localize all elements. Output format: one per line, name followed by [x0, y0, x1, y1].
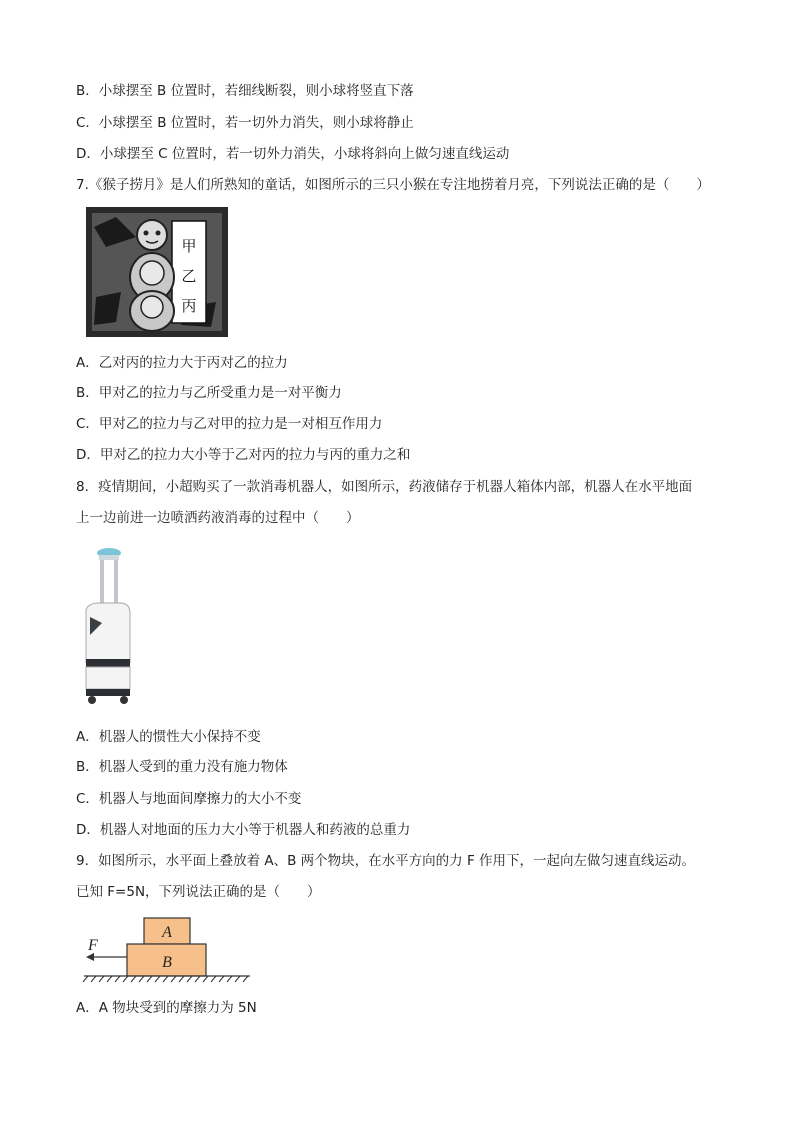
- q7-option-c: C．甲对乙的拉力与乙对甲的拉力是一对相互作用力: [76, 416, 383, 432]
- block-label-a: A: [162, 924, 172, 941]
- q8-option-d: D．机器人对地面的压力大小等于机器人和药液的总重力: [76, 822, 411, 838]
- monkey-figure: [86, 207, 228, 337]
- block-label-b: B: [162, 954, 172, 971]
- monkey-label-yi: 乙: [181, 267, 197, 285]
- q9-option-a: A．A 物块受到的摩擦力为 5N: [76, 1000, 257, 1016]
- q7-stem: 7.《猴子捞月》是人们所熟知的童话，如图所示的三只小猴在专注地捞着月亮，下列说法正确的是（ ）: [76, 177, 710, 193]
- disinfection-robot-figure: [80, 545, 140, 707]
- monkey-label-jia: 甲: [181, 237, 197, 255]
- q6-option-c: C．小球摆至 B 位置时，若一切外力消失，则小球将静止: [76, 115, 414, 131]
- q7-option-d: D．甲对乙的拉力大小等于乙对丙的拉力与丙的重力之和: [76, 447, 411, 463]
- q9-stem-line-1: 9．如图所示，水平面上叠放着 A、B 两个物块，在水平方向的力 F 作用下，一起向左做匀速直线运动。: [76, 853, 696, 869]
- q7-option-a: A．乙对丙的拉力大于丙对乙的拉力: [76, 355, 288, 371]
- q8-option-b: B．机器人受到的重力没有施力物体: [76, 759, 288, 775]
- stacked-blocks-figure: [80, 912, 255, 987]
- force-label-f: F: [88, 937, 98, 954]
- q9-stem-line-2: 已知 F=5N，下列说法正确的是（ ）: [76, 884, 321, 900]
- q6-option-b: B．小球摆至 B 位置时，若细线断裂，则小球将竖直下落: [76, 83, 414, 99]
- q7-option-b: B．甲对乙的拉力与乙所受重力是一对平衡力: [76, 385, 342, 401]
- q8-option-c: C．机器人与地面间摩擦力的大小不变: [76, 791, 302, 807]
- q8-stem-line-1: 8．疫情期间，小超购买了一款消毒机器人，如图所示，药液储存于机器人箱体内部，机器人在水平地面: [76, 479, 693, 495]
- q6-option-d: D．小球摆至 C 位置时，若一切外力消失，小球将斜向上做匀速直线运动: [76, 146, 510, 162]
- monkey-label-bing: 丙: [181, 297, 197, 315]
- q8-stem-line-2: 上一边前进一边喷洒药液消毒的过程中（ ）: [76, 510, 360, 526]
- q8-option-a: A．机器人的惯性大小保持不变: [76, 729, 261, 745]
